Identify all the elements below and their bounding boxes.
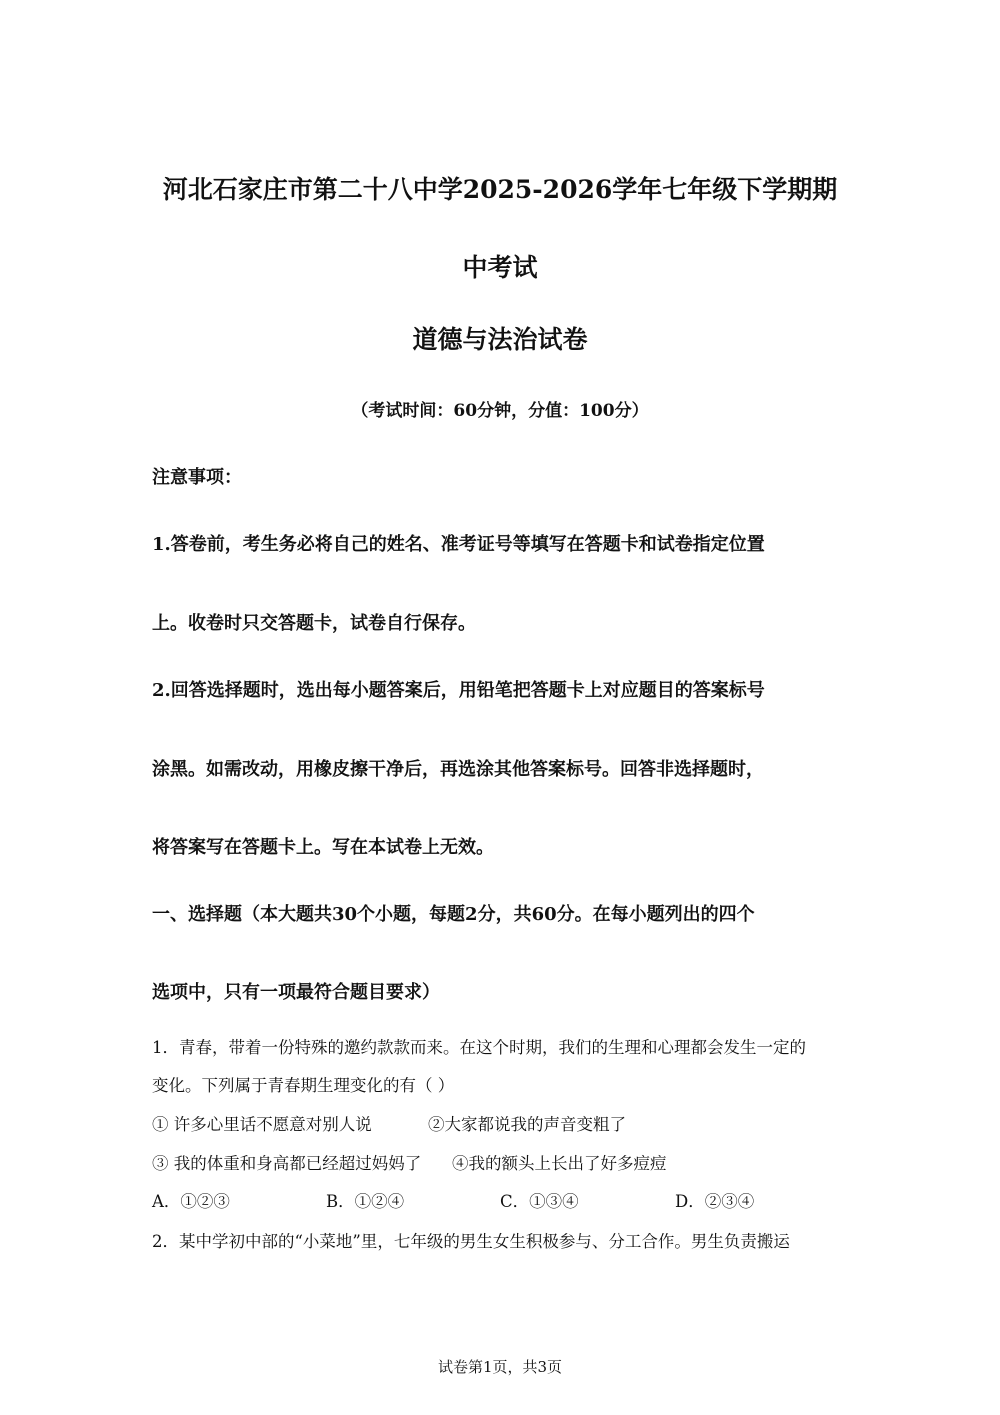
question-1-statement-2: ②大家都说我的声音变粗了 xyxy=(428,1115,626,1134)
notice-heading: 注意事项： xyxy=(152,467,242,488)
question-1-statement-4: ④我的额头上长出了好多痘痘 xyxy=(452,1154,667,1173)
question-2-stem-line1: 2．某中学初中部的“小菜地”里，七年级的男生女生积极参与、分工合作。男生负责搬运 xyxy=(152,1232,790,1251)
question-1-option-b: B．①②④ xyxy=(326,1192,405,1211)
question-1-option-c: C．①③④ xyxy=(500,1192,579,1211)
notice-line-2: 上。收卷时只交答题卡，试卷自行保存。 xyxy=(152,613,476,634)
question-1-statement-1: ① 许多心里话不愿意对别人说 xyxy=(152,1115,372,1134)
notice-line-5: 将答案写在答题卡上。写在本试卷上无效。 xyxy=(152,837,494,858)
question-1-option-a: A．①②③ xyxy=(152,1192,230,1211)
section-heading-line1: 一、选择题（本大题共30个小题，每题2分，共60分。在每小题列出的四个 xyxy=(152,904,755,925)
page-footer: 试卷第1页，共3页 xyxy=(437,1358,563,1376)
exam-title-line2: 中考试 xyxy=(462,253,538,282)
section-heading-line2: 选项中，只有一项最符合题目要求） xyxy=(152,982,440,1003)
question-1-stem-line1: 1．青春，带着一份特殊的邀约款款而来。在这个时期，我们的生理和心理都会发生一定的 xyxy=(152,1038,806,1057)
subject-title: 道德与法治试卷 xyxy=(412,325,588,354)
notice-line-3: 2.回答选择题时，选出每小题答案后，用铅笔把答题卡上对应题目的答案标号 xyxy=(152,680,765,701)
question-1-stem-line2: 变化。下列属于青春期生理变化的有（ ） xyxy=(152,1076,455,1095)
question-1-option-d: D．②③④ xyxy=(675,1192,755,1211)
notice-line-1: 1.答卷前，考生务必将自己的姓名、准考证号等填写在答题卡和试卷指定位置 xyxy=(152,534,765,555)
notice-line-4: 涂黑。如需改动，用橡皮擦干净后，再选涂其他答案标号。回答非选择题时， xyxy=(152,759,764,780)
question-1-statement-3: ③ 我的体重和身高都已经超过妈妈了 xyxy=(152,1154,422,1173)
exam-title-line1: 河北石家庄市第二十八中学2025-2026学年七年级下学期期 xyxy=(162,175,838,204)
exam-info: （考试时间：60分钟，分值：100分） xyxy=(351,401,649,421)
